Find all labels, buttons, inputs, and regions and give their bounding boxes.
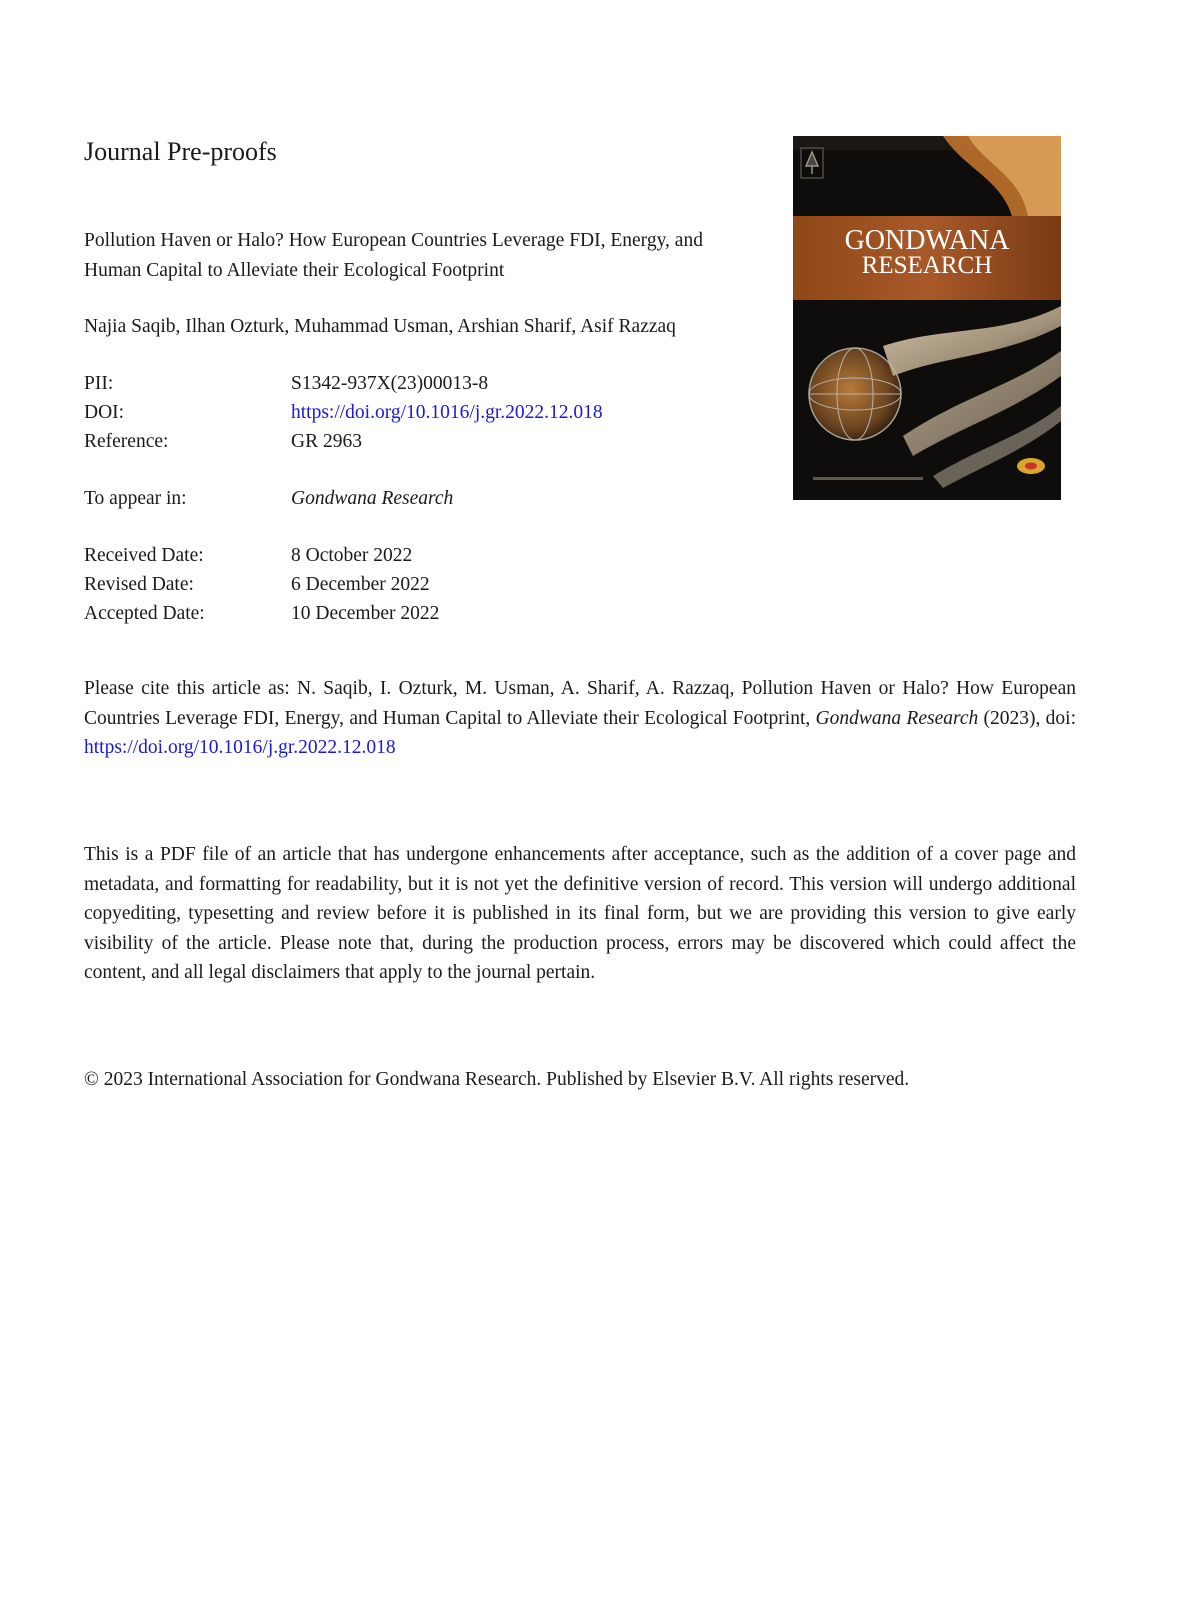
accepted-label: Accepted Date:	[84, 603, 205, 624]
citation-paragraph	[84, 674, 1076, 763]
cover-url-strip	[813, 477, 923, 480]
accepted-value: 10 December 2022	[291, 603, 440, 624]
revised-label: Revised Date:	[84, 574, 194, 595]
citation-prefix: Please cite this article as: N. Saqib, I. Ozturk, M. Usman, A. Sharif, A. Razzaq, Pollution Haven or Halo? How European Countries Leverage FDI, Energy, and Human Capital to Alleviate their Ecological Footprint,	[84, 678, 1076, 729]
pii-value: S1342-937X(23)00013-8	[291, 373, 489, 394]
cover-title-line2: RESEARCH	[861, 252, 993, 279]
revised-value: 6 December 2022	[291, 574, 430, 595]
article-title: Pollution Haven or Halo? How European Countries Leverage FDI, Energy, and Human Capital to Alleviate their Ecological Footprint	[84, 230, 703, 281]
meta-row-received	[84, 541, 764, 571]
received-label: Received Date:	[84, 545, 204, 566]
appear-in-label: To appear in:	[84, 488, 187, 509]
reference-value: GR 2963	[291, 431, 362, 452]
citation-doi-link[interactable]: https://doi.org/10.1016/j.gr.2022.12.018	[84, 737, 396, 758]
reference-label: Reference:	[84, 431, 169, 452]
pii-label: PII:	[84, 373, 114, 394]
society-badge-center	[1025, 463, 1037, 470]
preproof-notice: This is a PDF file of an article that has undergone enhancements after acceptance, such as the addition of a cover page and metadata, and formatting for readability, but it is not yet the definitive version of record. This version will undergo additional copyediting, typesetting and review before it is published in its final form, but we are providing this version to give early visibility of the article. Please note that, during the production process, errors may be discovered which could affect the content, and all legal disclaimers that apply to the journal pertain.	[84, 844, 1076, 983]
meta-row-pii	[84, 369, 764, 399]
meta-row-appear-in	[84, 484, 764, 514]
citation-middle: (2023), doi:	[978, 707, 1076, 729]
cover-journal-title	[793, 225, 1061, 279]
doi-link[interactable]: https://doi.org/10.1016/j.gr.2022.12.018	[291, 402, 603, 423]
journal-cover-image	[793, 136, 1061, 500]
meta-row-reference	[84, 427, 764, 457]
cover-title-line1: GONDWANA	[844, 225, 1010, 256]
appear-in-journal: Gondwana Research	[291, 488, 454, 509]
meta-row-doi	[84, 398, 764, 428]
meta-row-revised	[84, 570, 764, 600]
cover-artwork	[793, 136, 1061, 500]
meta-row-accepted	[84, 599, 764, 629]
copyright-notice: © 2023 International Association for Gondwana Research. Published by Elsevier B.V. All rights reserved.	[84, 1069, 910, 1090]
article-authors: Najia Saqib, Ilhan Ozturk, Muhammad Usman, Arshian Sharif, Asif Razzaq	[84, 316, 676, 337]
citation-journal: Gondwana Research	[815, 707, 979, 729]
doi-label: DOI:	[84, 402, 125, 423]
received-value: 8 October 2022	[291, 545, 413, 566]
journal-preproofs-label: Journal Pre-proofs	[84, 137, 277, 166]
